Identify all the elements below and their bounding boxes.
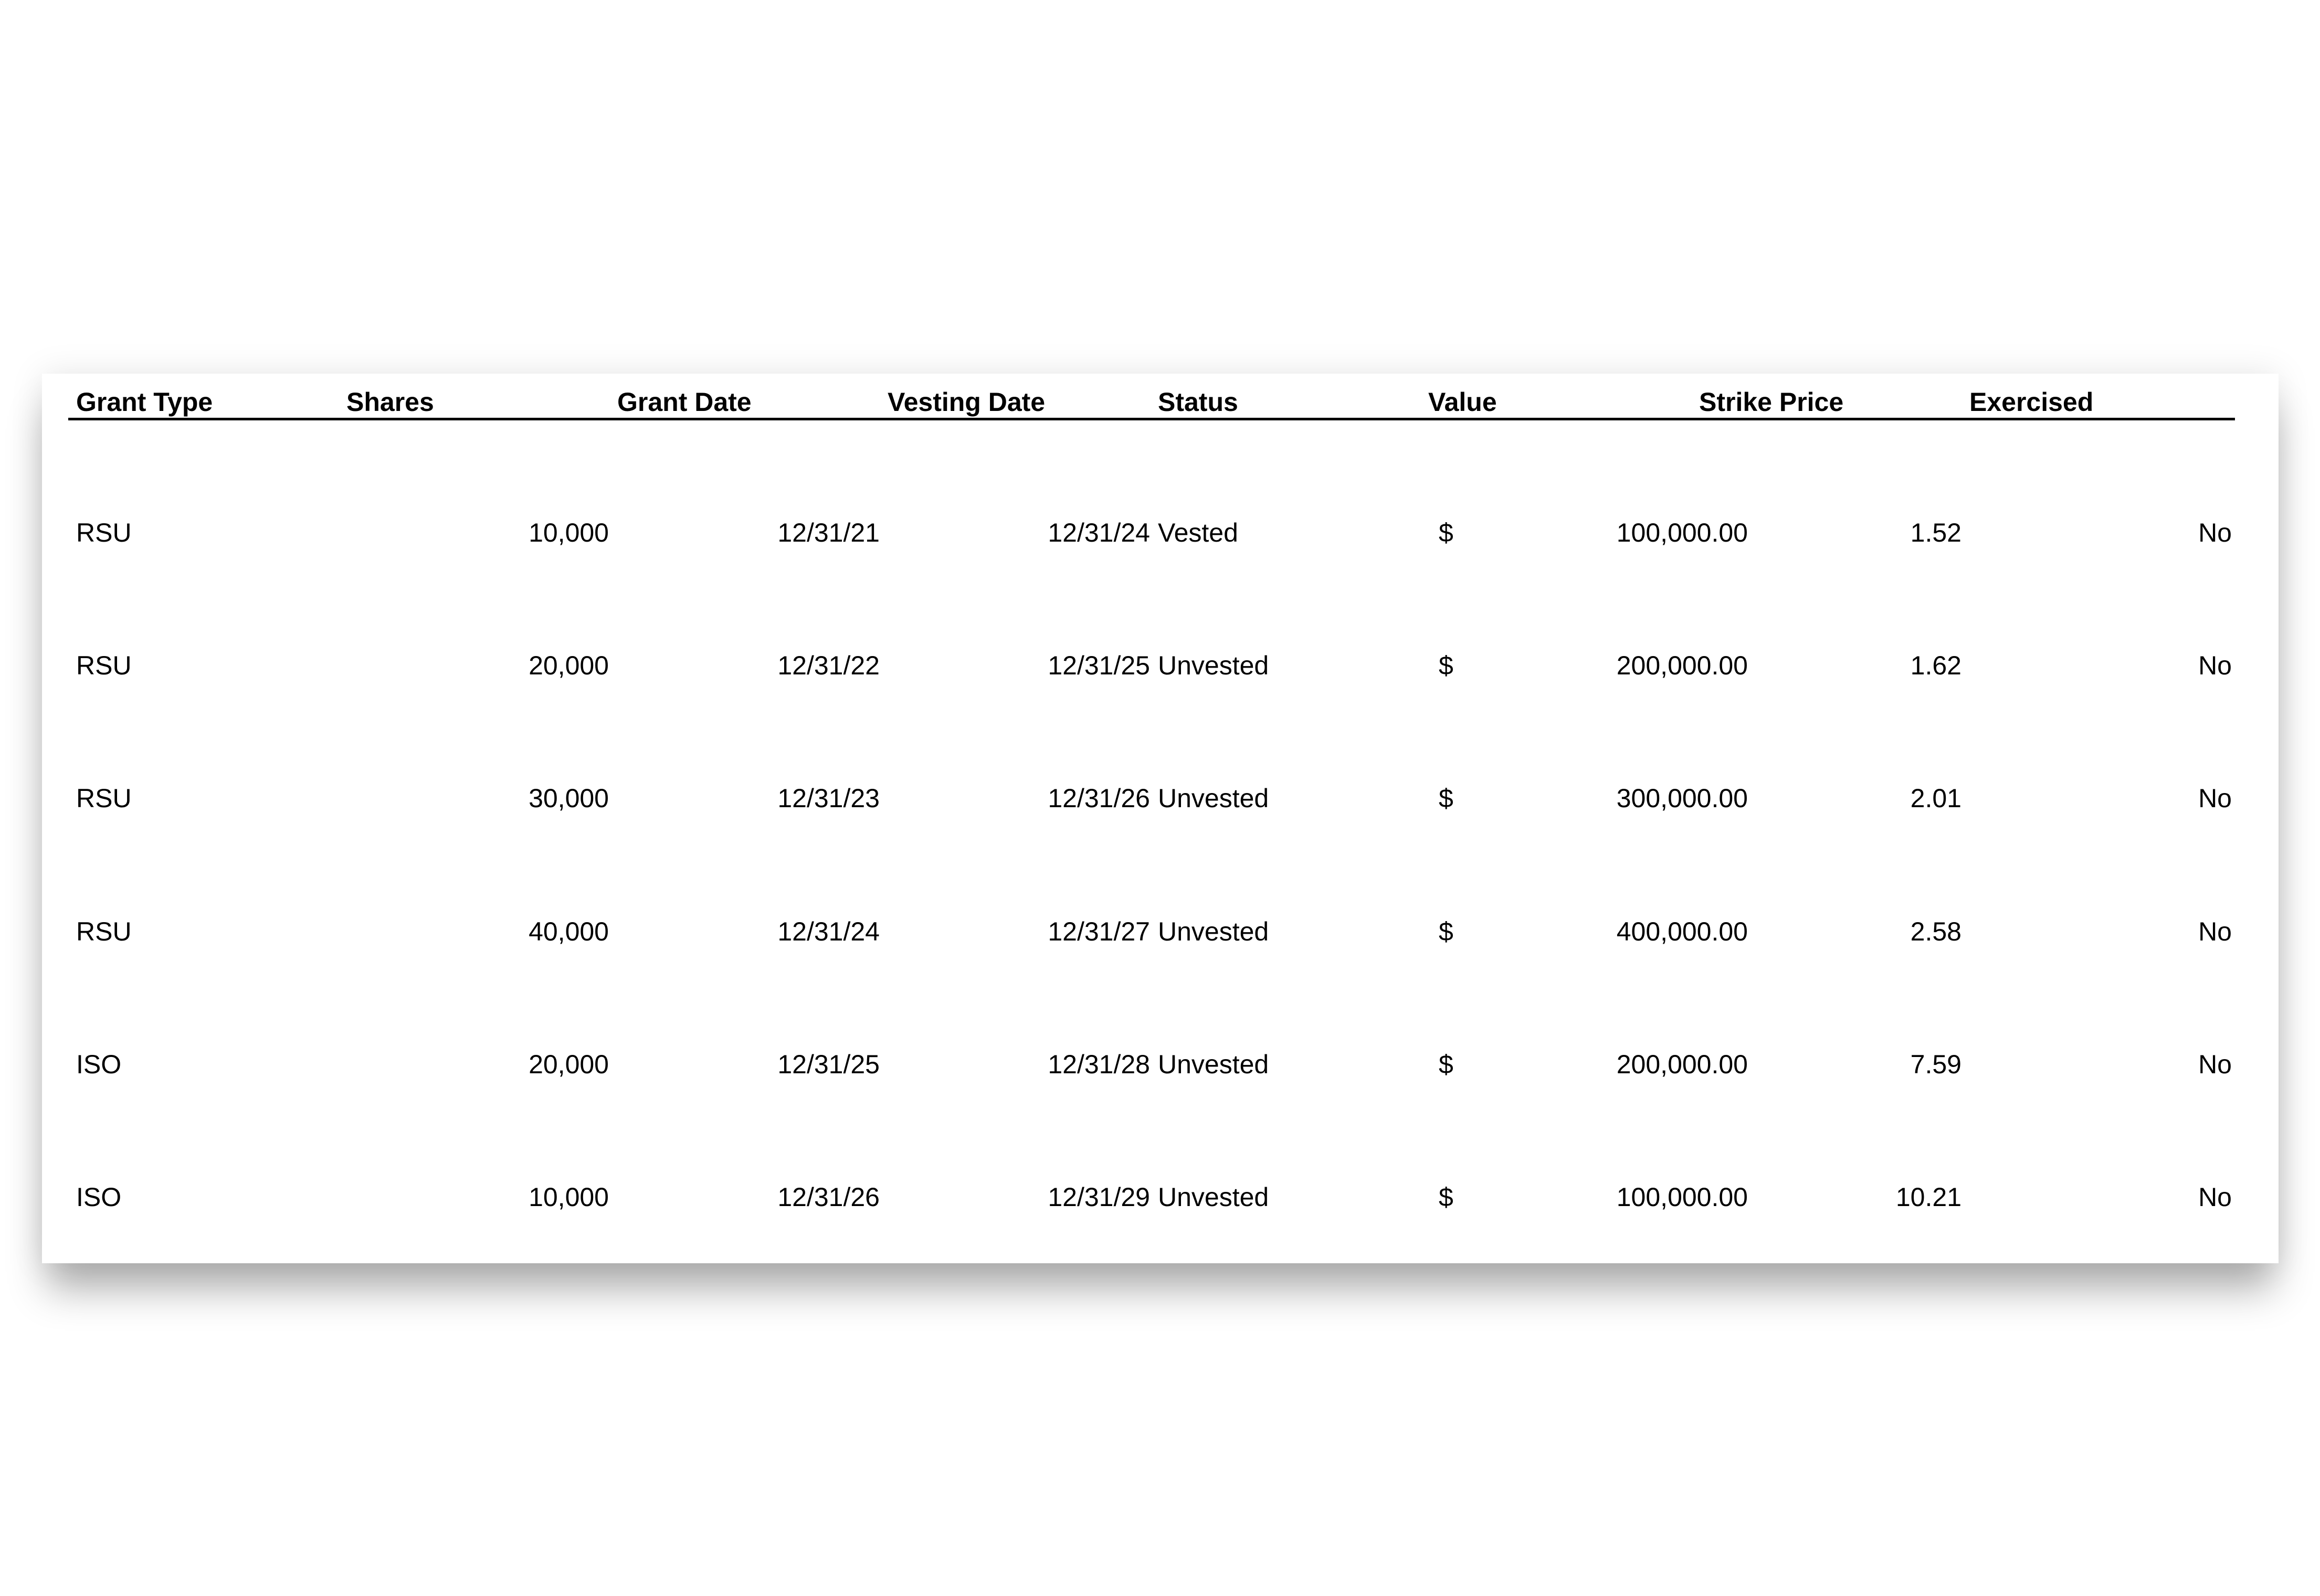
table-row xyxy=(68,650,2235,681)
cell-shares[interactable]: 40,000 xyxy=(529,917,609,946)
cell-vesting-date[interactable]: 12/31/24 xyxy=(1048,518,1150,547)
cell-status[interactable]: Vested xyxy=(1158,518,1238,547)
cell-grant-type[interactable]: RSU xyxy=(76,784,132,813)
cell-currency-symbol[interactable]: $ xyxy=(1439,1182,1453,1212)
cell-shares[interactable]: 20,000 xyxy=(529,1050,609,1079)
table-row xyxy=(68,916,2235,947)
cell-status[interactable]: Unvested xyxy=(1158,917,1269,946)
cell-grant-date[interactable]: 12/31/23 xyxy=(777,784,880,813)
cell-strike-price[interactable]: 10.21 xyxy=(1895,1182,1962,1212)
header-grant-date[interactable]: Grant Date xyxy=(617,387,752,417)
cell-grant-date[interactable]: 12/31/22 xyxy=(777,651,880,680)
cell-strike-price[interactable]: 1.62 xyxy=(1910,651,1962,680)
cell-exercised[interactable]: No xyxy=(2198,518,2232,547)
cell-strike-price[interactable]: 1.52 xyxy=(1910,518,1962,547)
header-value[interactable]: Value xyxy=(1428,387,1497,417)
cell-vesting-date[interactable]: 12/31/28 xyxy=(1048,1050,1150,1079)
cell-value[interactable]: 100,000.00 xyxy=(1616,518,1748,547)
cell-vesting-date[interactable]: 12/31/27 xyxy=(1048,917,1150,946)
cell-vesting-date[interactable]: 12/31/29 xyxy=(1048,1182,1150,1212)
cell-exercised[interactable]: No xyxy=(2198,651,2232,680)
table-row xyxy=(68,1181,2235,1213)
cell-grant-type[interactable]: ISO xyxy=(76,1182,122,1212)
table-header-row xyxy=(68,374,2235,420)
table-row xyxy=(68,783,2235,814)
cell-value[interactable]: 200,000.00 xyxy=(1616,651,1748,680)
cell-shares[interactable]: 30,000 xyxy=(529,784,609,813)
header-exercised[interactable]: Exercised xyxy=(1969,387,2094,417)
grant-table xyxy=(68,374,2235,1212)
cell-currency-symbol[interactable]: $ xyxy=(1439,784,1453,813)
cell-grant-date[interactable]: 12/31/24 xyxy=(777,917,880,946)
header-status[interactable]: Status xyxy=(1158,387,1238,417)
cell-status[interactable]: Unvested xyxy=(1158,1182,1269,1212)
table-row xyxy=(68,1049,2235,1080)
cell-strike-price[interactable]: 2.01 xyxy=(1910,784,1962,813)
cell-value[interactable]: 100,000.00 xyxy=(1616,1182,1748,1212)
cell-grant-type[interactable]: RSU xyxy=(76,917,132,946)
cell-grant-date[interactable]: 12/31/21 xyxy=(777,518,880,547)
cell-shares[interactable]: 20,000 xyxy=(529,651,609,680)
table-row xyxy=(68,517,2235,548)
cell-exercised[interactable]: No xyxy=(2198,784,2232,813)
cell-vesting-date[interactable]: 12/31/26 xyxy=(1048,784,1150,813)
cell-currency-symbol[interactable]: $ xyxy=(1439,651,1453,680)
header-strike-price[interactable]: Strike Price xyxy=(1699,387,1844,417)
cell-exercised[interactable]: No xyxy=(2198,1050,2232,1079)
cell-currency-symbol[interactable]: $ xyxy=(1439,1050,1453,1079)
cell-strike-price[interactable]: 2.58 xyxy=(1910,917,1962,946)
cell-grant-type[interactable]: RSU xyxy=(76,651,132,680)
cell-status[interactable]: Unvested xyxy=(1158,651,1269,680)
cell-grant-date[interactable]: 12/31/26 xyxy=(777,1182,880,1212)
cell-grant-date[interactable]: 12/31/25 xyxy=(777,1050,880,1079)
cell-shares[interactable]: 10,000 xyxy=(529,518,609,547)
cell-value[interactable]: 200,000.00 xyxy=(1616,1050,1748,1079)
cell-value[interactable]: 300,000.00 xyxy=(1616,784,1748,813)
header-grant-type[interactable]: Grant Type xyxy=(76,387,213,417)
cell-value[interactable]: 400,000.00 xyxy=(1616,917,1748,946)
cell-vesting-date[interactable]: 12/31/25 xyxy=(1048,651,1150,680)
cell-exercised[interactable]: No xyxy=(2198,1182,2232,1212)
spreadsheet-sheet xyxy=(42,374,2279,1263)
cell-shares[interactable]: 10,000 xyxy=(529,1182,609,1212)
cell-status[interactable]: Unvested xyxy=(1158,1050,1269,1079)
cell-strike-price[interactable]: 7.59 xyxy=(1910,1050,1962,1079)
header-shares[interactable]: Shares xyxy=(346,387,434,417)
cell-grant-type[interactable]: ISO xyxy=(76,1050,122,1079)
cell-grant-type[interactable]: RSU xyxy=(76,518,132,547)
cell-currency-symbol[interactable]: $ xyxy=(1439,917,1453,946)
cell-currency-symbol[interactable]: $ xyxy=(1439,518,1453,547)
header-vesting-date[interactable]: Vesting Date xyxy=(888,387,1046,417)
cell-status[interactable]: Unvested xyxy=(1158,784,1269,813)
cell-exercised[interactable]: No xyxy=(2198,917,2232,946)
